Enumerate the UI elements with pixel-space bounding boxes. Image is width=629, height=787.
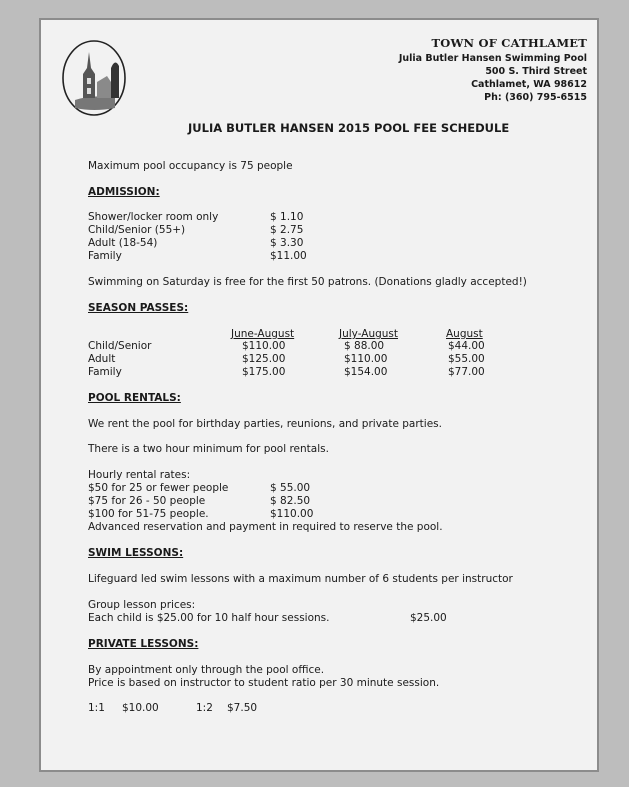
saturday-note: Swimming on Saturday is free for the first 50 patrons. (Donations gladly accepted!) — [88, 276, 527, 288]
private-price: $7.50 — [227, 702, 258, 714]
private-ratio: 1:1 — [88, 702, 105, 714]
phone-number: Ph: (360) 795-6515 — [484, 92, 587, 103]
season-cell: $110.00 — [242, 340, 286, 352]
group-lesson-heading: Group lesson prices: — [88, 599, 196, 611]
rental-rate-label: $100 for 51-75 people. — [88, 508, 209, 520]
admission-item-price: $ 3.30 — [270, 237, 304, 249]
admission-heading: ADMISSION: — [88, 186, 160, 198]
season-cell: $175.00 — [242, 366, 286, 378]
rental-rate-label: $75 for 26 - 50 people — [88, 495, 206, 507]
admission-item-price: $11.00 — [270, 250, 307, 262]
reservation-note: Advanced reservation and payment in required to reserve the pool. — [88, 521, 443, 533]
group-lesson-line: Each child is $25.00 for 10 half hour sessions. — [88, 612, 330, 624]
swim-lessons-heading: SWIM LESSONS: — [88, 547, 184, 559]
city-address: Cathlamet, WA 98612 — [471, 79, 587, 90]
fee-schedule-page — [41, 20, 597, 770]
admission-item-label: Family — [88, 250, 122, 262]
admission-item-price: $ 1.10 — [270, 211, 304, 223]
private-lessons-heading: PRIVATE LESSONS: — [88, 638, 199, 650]
occupancy-note: Maximum pool occupancy is 75 people — [88, 160, 293, 172]
season-row-label: Adult — [88, 353, 116, 365]
rentals-line: We rent the pool for birthday parties, reunions, and private parties. — [88, 418, 442, 430]
group-lesson-price: $25.00 — [410, 612, 447, 624]
pool-rentals-heading: POOL RENTALS: — [88, 392, 181, 404]
private-ratio: 1:2 — [196, 702, 213, 714]
season-cell: $44.00 — [448, 340, 485, 352]
private-lessons-line: Price is based on instructor to student ratio per 30 minute session. — [88, 677, 440, 689]
private-lessons-line: By appointment only through the pool office. — [88, 664, 325, 676]
rental-rates-heading: Hourly rental rates: — [88, 469, 191, 481]
street-address: 500 S. Third Street — [485, 66, 587, 77]
rental-rate-price: $110.00 — [270, 508, 314, 520]
swim-lessons-line: Lifeguard led swim lessons with a maximum number of 6 students per instructor — [88, 573, 513, 585]
admission-item-label: Child/Senior (55+) — [88, 224, 186, 236]
season-column-header: July-August — [339, 328, 399, 340]
page-title: JULIA BUTLER HANSEN 2015 POOL FEE SCHEDULE — [188, 121, 510, 135]
rentals-line: There is a two hour minimum for pool rentals. — [88, 443, 329, 455]
season-cell: $125.00 — [242, 353, 286, 365]
season-column-header: August — [446, 328, 483, 340]
season-cell: $154.00 — [344, 366, 388, 378]
admission-item-price: $ 2.75 — [270, 224, 304, 236]
season-cell: $110.00 — [344, 353, 388, 365]
private-price: $10.00 — [122, 702, 159, 714]
admission-item-label: Shower/locker room only — [88, 211, 219, 223]
facility-name: Julia Butler Hansen Swimming Pool — [398, 53, 587, 64]
town-header — [399, 36, 587, 104]
rental-rate-price: $ 55.00 — [270, 482, 311, 494]
season-row-label: Family — [88, 366, 122, 378]
season-cell: $77.00 — [448, 366, 485, 378]
season-cell: $ 88.00 — [344, 340, 385, 352]
rental-rate-price: $ 82.50 — [270, 495, 311, 507]
season-column-header: June-August — [231, 328, 295, 340]
town-name: TOWN OF CATHLAMET — [431, 36, 587, 50]
season-cell: $55.00 — [448, 353, 485, 365]
town-seal-logo — [61, 38, 127, 118]
season-passes-heading: SEASON PASSES: — [88, 302, 189, 314]
rental-rate-label: $50 for 25 or fewer people — [88, 482, 229, 494]
admission-item-label: Adult (18-54) — [88, 237, 158, 249]
season-row-label: Child/Senior — [88, 340, 152, 352]
